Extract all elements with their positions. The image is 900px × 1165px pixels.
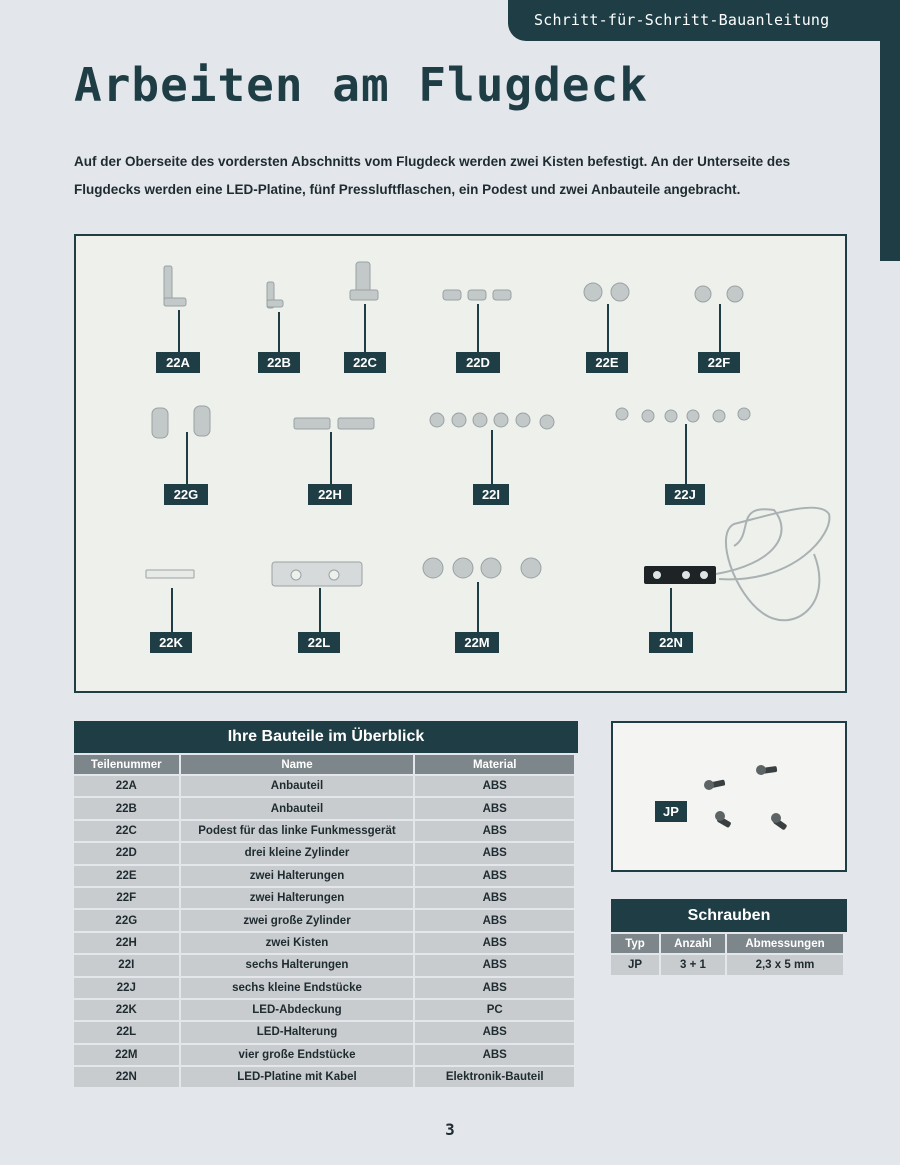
part-label-22I: 22I: [473, 484, 509, 505]
table-row: [74, 910, 574, 930]
cell-dimensions: 2,3 x 5 mm: [727, 955, 843, 975]
cell-part-number: 22I: [74, 955, 179, 975]
parts-table-title: Ihre Bauteile im Überblick: [74, 721, 578, 753]
cell-name: zwei Halterungen: [181, 866, 414, 886]
screws-illustration: [613, 723, 849, 874]
cell-material: ABS: [415, 955, 574, 975]
screw-table: [611, 899, 847, 977]
screw-label-JP: JP: [655, 801, 687, 822]
part-label-22N: 22N: [649, 632, 693, 653]
part-label-22K: 22K: [150, 632, 192, 653]
part-label-22A: 22A: [156, 352, 200, 373]
part-label-22G: 22G: [164, 484, 208, 505]
cell-name: Anbauteil: [181, 798, 414, 818]
cell-part-number: 22L: [74, 1022, 179, 1042]
cell-name: LED-Platine mit Kabel: [181, 1067, 414, 1087]
part-label-22F: 22F: [698, 352, 740, 373]
side-accent-bar: [880, 41, 900, 261]
table-row: [611, 955, 843, 975]
parts-illustration: [74, 234, 847, 693]
leader-line: [477, 582, 479, 632]
page-title: Arbeiten am Flugdeck: [74, 58, 648, 112]
column-header: Anzahl: [661, 934, 725, 953]
cell-name: drei kleine Zylinder: [181, 843, 414, 863]
table-row: [74, 798, 574, 818]
cell-name: zwei Halterungen: [181, 888, 414, 908]
cell-part-number: 22B: [74, 798, 179, 818]
part-label-22L: 22L: [298, 632, 340, 653]
table-header-row: [74, 755, 574, 774]
cell-material: ABS: [415, 843, 574, 863]
parts-table-grid: [72, 753, 576, 1089]
table-row: [74, 1067, 574, 1087]
cell-part-number: 22A: [74, 776, 179, 796]
intro-text: Auf der Oberseite des vordersten Abschnitts vom Flugdeck werden zwei Kisten befestigt. An der Unterseite des Flugdecks werden eine LED-Platine, fünf Pressluftflaschen, ein Podest und zwei Anbauteile angebracht.: [74, 154, 791, 197]
leader-line: [607, 304, 609, 352]
leader-line: [171, 588, 173, 632]
cell-name: sechs Halterungen: [181, 955, 414, 975]
part-label-22M: 22M: [455, 632, 499, 653]
cell-name: Anbauteil: [181, 776, 414, 796]
table-row: [74, 1022, 574, 1042]
screw-image: [611, 721, 847, 872]
column-header: Name: [181, 755, 414, 774]
leader-line: [278, 312, 280, 352]
table-row: [74, 1045, 574, 1065]
table-row: [74, 978, 574, 998]
cell-name: LED-Halterung: [181, 1022, 414, 1042]
column-header: Material: [415, 755, 574, 774]
cell-material: ABS: [415, 978, 574, 998]
leader-line: [178, 310, 180, 352]
part-label-22D: 22D: [456, 352, 500, 373]
parts-overview-table: [74, 721, 578, 1089]
part-label-22C: 22C: [344, 352, 386, 373]
column-header: Abmessungen: [727, 934, 843, 953]
cell-material: ABS: [415, 776, 574, 796]
cell-name: zwei große Zylinder: [181, 910, 414, 930]
leader-line: [491, 430, 493, 484]
screw-table-title: Schrauben: [611, 899, 847, 932]
part-label-22B: 22B: [258, 352, 300, 373]
leader-line: [319, 588, 321, 632]
leader-line: [670, 588, 672, 632]
table-row: [74, 888, 574, 908]
part-label-22E: 22E: [586, 352, 628, 373]
cell-name: LED-Abdeckung: [181, 1000, 414, 1020]
leader-line: [477, 304, 479, 352]
cell-material: ABS: [415, 798, 574, 818]
cell-name: Podest für das linke Funkmessgerät: [181, 821, 414, 841]
cell-part-number: 22C: [74, 821, 179, 841]
page-number: 3: [445, 1120, 455, 1139]
cell-part-number: 22M: [74, 1045, 179, 1065]
cell-material: ABS: [415, 866, 574, 886]
leader-line: [685, 424, 687, 484]
screw-table-grid: [609, 932, 845, 977]
parts-overview-image: [74, 234, 847, 693]
table-row: [74, 866, 574, 886]
part-label-22H: 22H: [308, 484, 352, 505]
table-row: [74, 1000, 574, 1020]
section-tab: Schritt-für-Schritt-Bauanleitung: [508, 0, 900, 41]
column-header: Typ: [611, 934, 659, 953]
cell-part-number: 22D: [74, 843, 179, 863]
cell-name: sechs kleine Endstücke: [181, 978, 414, 998]
cell-part-number: 22K: [74, 1000, 179, 1020]
leader-line: [186, 432, 188, 484]
cell-count: 3 + 1: [661, 955, 725, 975]
cell-name: zwei Kisten: [181, 933, 414, 953]
leader-line: [330, 432, 332, 484]
cell-material: ABS: [415, 1045, 574, 1065]
cell-part-number: 22N: [74, 1067, 179, 1087]
cell-material: PC: [415, 1000, 574, 1020]
table-row: [74, 821, 574, 841]
cell-material: ABS: [415, 888, 574, 908]
table-row: [74, 776, 574, 796]
cell-material: ABS: [415, 821, 574, 841]
cell-part-number: 22G: [74, 910, 179, 930]
table-header-row: [611, 934, 843, 953]
leader-line: [719, 304, 721, 352]
cell-material: Elektronik-Bauteil: [415, 1067, 574, 1087]
leader-line: [364, 304, 366, 352]
cell-material: ABS: [415, 933, 574, 953]
cell-name: vier große Endstücke: [181, 1045, 414, 1065]
part-label-22J: 22J: [665, 484, 705, 505]
table-row: [74, 933, 574, 953]
cell-part-number: 22F: [74, 888, 179, 908]
column-header: Teilenummer: [74, 755, 179, 774]
table-row: [74, 843, 574, 863]
cell-part-number: 22J: [74, 978, 179, 998]
cell-part-number: 22H: [74, 933, 179, 953]
cell-part-number: 22E: [74, 866, 179, 886]
cell-material: ABS: [415, 1022, 574, 1042]
cell-type: JP: [611, 955, 659, 975]
cell-material: ABS: [415, 910, 574, 930]
table-row: [74, 955, 574, 975]
